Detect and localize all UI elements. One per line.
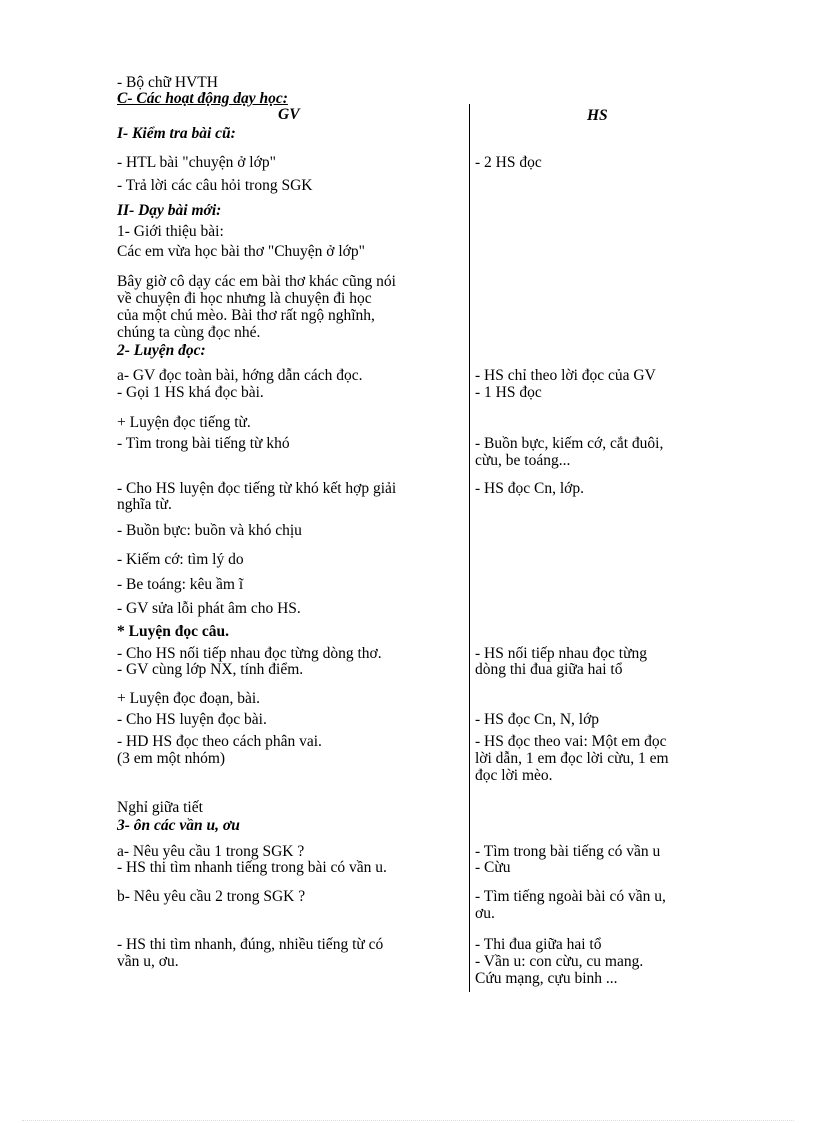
left-line: - HS thi tìm nhanh, đúng, nhiều tiếng từ có <box>117 936 384 953</box>
right-line: đọc lời mèo. <box>475 767 553 784</box>
left-line: + Luyện đọc đoạn, bài. <box>117 690 261 707</box>
right-line: - HS chỉ theo lời đọc của GV <box>475 367 656 384</box>
left-line: - Cho HS luyện đọc bài. <box>117 711 267 728</box>
left-line: - Cho HS luyện đọc tiếng từ khó kết hợp giải <box>117 480 397 497</box>
left-line: - Kiếm cớ: tìm lý do <box>117 551 244 568</box>
section-title: C- Các hoạt động dạy học: <box>117 90 288 107</box>
right-line: - Thi đua giữa hai tổ <box>475 936 602 953</box>
left-line: 1- Giới thiệu bài: <box>117 223 224 240</box>
left-line: - Trả lời các câu hỏi trong SGK <box>117 177 313 194</box>
right-line: dòng thi đua giữa hai tổ <box>475 661 623 678</box>
right-line: - Tìm tiếng ngoài bài có vần u, <box>475 888 666 905</box>
right-line: - Tìm trong bài tiếng có vần u <box>475 843 661 860</box>
left-line: Các em vừa học bài thơ "Chuyện ở lớp" <box>117 243 365 260</box>
column-header-hs: HS <box>587 107 608 124</box>
left-line: - Be toáng: kêu ầm ĩ <box>117 576 244 593</box>
materials-line: - Bộ chữ HVTH <box>117 74 218 91</box>
left-line: - Buồn bực: buồn và khó chịu <box>117 522 302 539</box>
heading-rhyme-review: 3- ôn các vần u, ơu <box>117 817 240 834</box>
column-divider <box>469 104 470 992</box>
left-line: - Gọi 1 HS khá đọc bài. <box>117 384 264 401</box>
heading-reading-practice: 2- Luyện đọc: <box>117 342 206 359</box>
right-line: - HS nối tiếp nhau đọc từng <box>475 645 647 662</box>
left-line: a- GV đọc toàn bài, hớng dẫn cách đọc. <box>117 367 363 384</box>
left-line: - HS thi tìm nhanh tiếng trong bài có vần u. <box>117 859 387 876</box>
left-line: - GV cùng lớp NX, tính điểm. <box>117 661 304 678</box>
left-line: vần u, ơu. <box>117 953 179 970</box>
heading-new-lesson: II- Dạy bài mới: <box>117 202 222 219</box>
heading-check-old-lesson: I- Kiểm tra bài cũ: <box>117 125 236 142</box>
left-line: nghĩa từ. <box>117 496 172 513</box>
page-bottom-dotted-line <box>22 1120 794 1121</box>
left-line: + Luyện đọc tiếng từ. <box>117 414 251 431</box>
right-line: - 2 HS đọc <box>475 154 542 171</box>
right-line: - 1 HS đọc <box>475 384 542 401</box>
column-header-gv: GV <box>278 106 300 123</box>
left-line: - HD HS đọc theo cách phân vai. <box>117 733 322 750</box>
right-line: - HS đọc theo vai: Một em đọc <box>475 733 667 750</box>
left-line: chúng ta cùng đọc nhé. <box>117 324 261 341</box>
right-line: - HS đọc Cn, lớp. <box>475 480 584 497</box>
left-line: - Cho HS nối tiếp nhau đọc từng dòng thơ. <box>117 645 382 662</box>
left-line: - Tìm trong bài tiếng từ khó <box>117 435 290 452</box>
right-line: Cứu mạng, cựu binh ... <box>475 970 618 987</box>
left-line: của một chú mèo. Bài thơ rất ngộ nghĩnh, <box>117 307 375 324</box>
left-line: a- Nêu yêu cầu 1 trong SGK ? <box>117 843 305 860</box>
right-line: lời dẫn, 1 em đọc lời cừu, 1 em <box>475 750 669 767</box>
right-line: ơu. <box>475 905 495 922</box>
left-line: (3 em một nhóm) <box>117 750 226 767</box>
right-line: - HS đọc Cn, N, lớp <box>475 711 600 728</box>
left-line: Nghỉ giữa tiết <box>117 799 203 816</box>
left-line: về chuyện đi học nhưng là chuyện đi học <box>117 290 372 307</box>
right-line: - Buồn bực, kiếm cớ, cắt đuôi, <box>475 435 664 452</box>
left-line: b- Nêu yêu cầu 2 trong SGK ? <box>117 888 306 905</box>
left-line: Bây giờ cô dạy các em bài thơ khác cũng nói <box>117 273 396 290</box>
left-line: - GV sửa lỗi phát âm cho HS. <box>117 600 301 617</box>
right-line: cừu, be toáng... <box>475 452 571 469</box>
right-line: - Vần u: con cừu, cu mang. <box>475 953 644 970</box>
left-line: - HTL bài "chuyện ở lớp" <box>117 154 276 171</box>
right-line: - Cừu <box>475 859 511 876</box>
heading-sentence-reading: * Luyện đọc câu. <box>117 623 229 640</box>
